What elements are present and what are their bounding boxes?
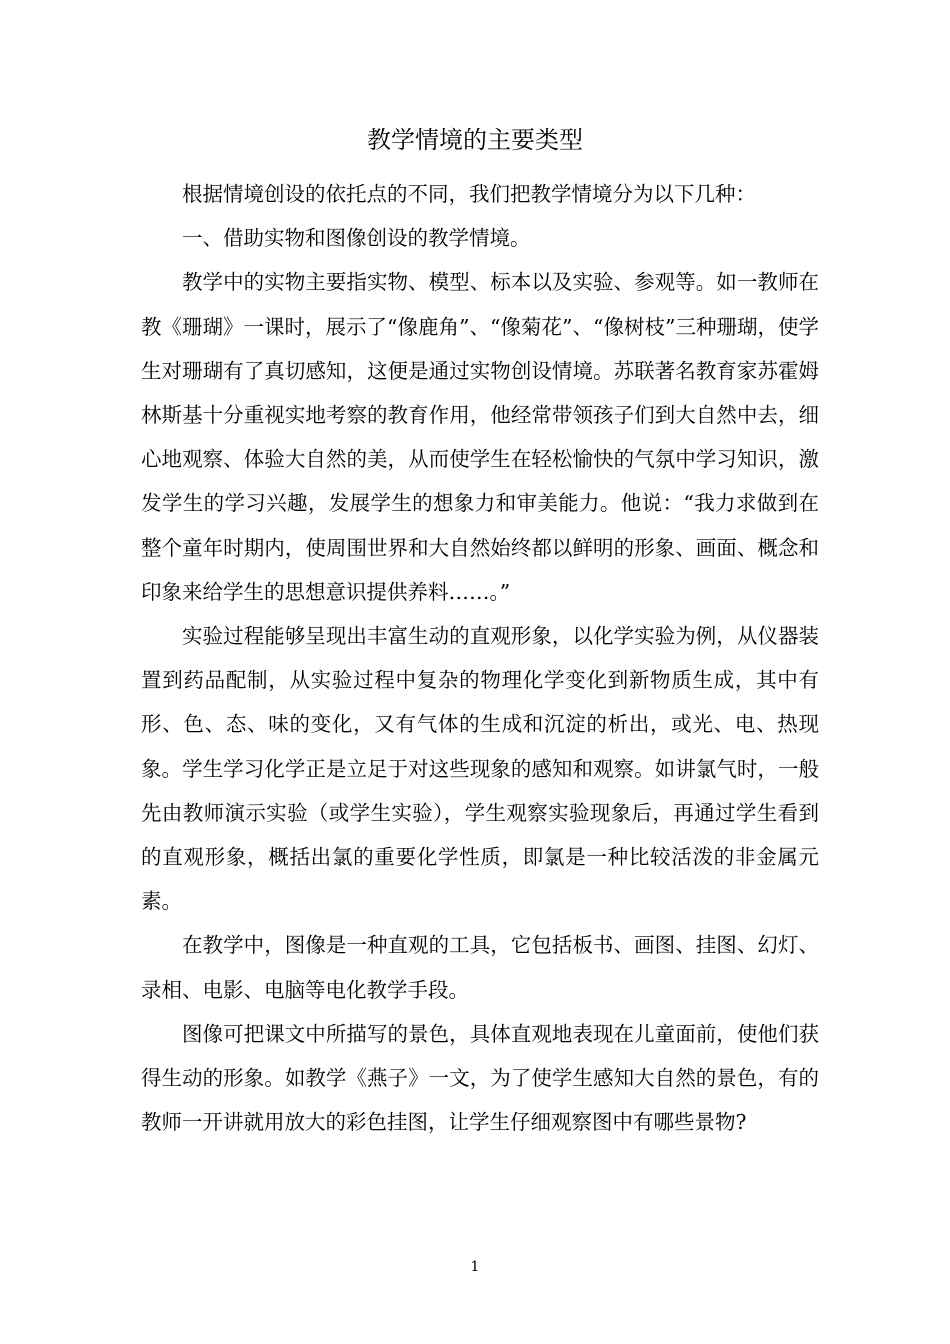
document-title: 教学情境的主要类型 [367, 126, 583, 154]
paragraph-objects: 教学中的实物主要指实物、模型、标本以及实验、参观等。如一教师在教《珊瑚》一课时，展示了“像鹿角”、“像菊花”、“像树枝”三种珊瑚，使学生对珊瑚有了真切感知，这便是通过实物创设情境。苏联著名教育家苏霍姆林斯基十分重视实地考察的教育作用，他经常带领孩子们到大自然中去，细心地观察、体验大自然的美，从而使学生在轻松愉快的气氛中学习知识，激发学生的学习兴趣，发展学生的想象力和审美能力。他说：“我力求做到在整个童年时期内，使周围世界和大自然始终都以鲜明的形象、画面、概念和印象来给学生的思想意识提供养料……。” [141, 270, 819, 604]
document-body [141, 172, 819, 1144]
paragraph-images-example: 图像可把课文中所描写的景色，具体直观地表现在儿童面前，使他们获得生动的形象。如教学《燕子》一文，为了使学生感知大自然的景色，有的教师一开讲就用放大的彩色挂图，让学生仔细观察图中有哪些景物? [141, 1021, 819, 1135]
paragraph-experiments: 实验过程能够呈现出丰富生动的直观形象，以化学实验为例，从仪器装置到药品配制，从实验过程中复杂的物理化学变化到新物质生成，其中有形、色、态、味的变化，又有气体的生成和沉淀的析出，或光、电、热现象。学生学习化学正是立足于对这些现象的感知和观察。如讲氯气时，一般先由教师演示实验（或学生实验），学生观察实验现象后，再通过学生看到的直观形象，概括出氯的重要化学性质，即氯是一种比较活泼的非金属元素。 [141, 624, 819, 914]
paragraph-section-heading: 一、借助实物和图像创设的教学情境。 [182, 226, 531, 251]
paragraph-intro: 根据情境创设的依托点的不同，我们把教学情境分为以下几种： [182, 182, 756, 206]
page-number: 1 [470, 1259, 480, 1275]
paragraph-images-tools: 在教学中，图像是一种直观的工具，它包括板书、画图、挂图、幻灯、录相、电影、电脑等电化教学手段。 [141, 933, 819, 1002]
